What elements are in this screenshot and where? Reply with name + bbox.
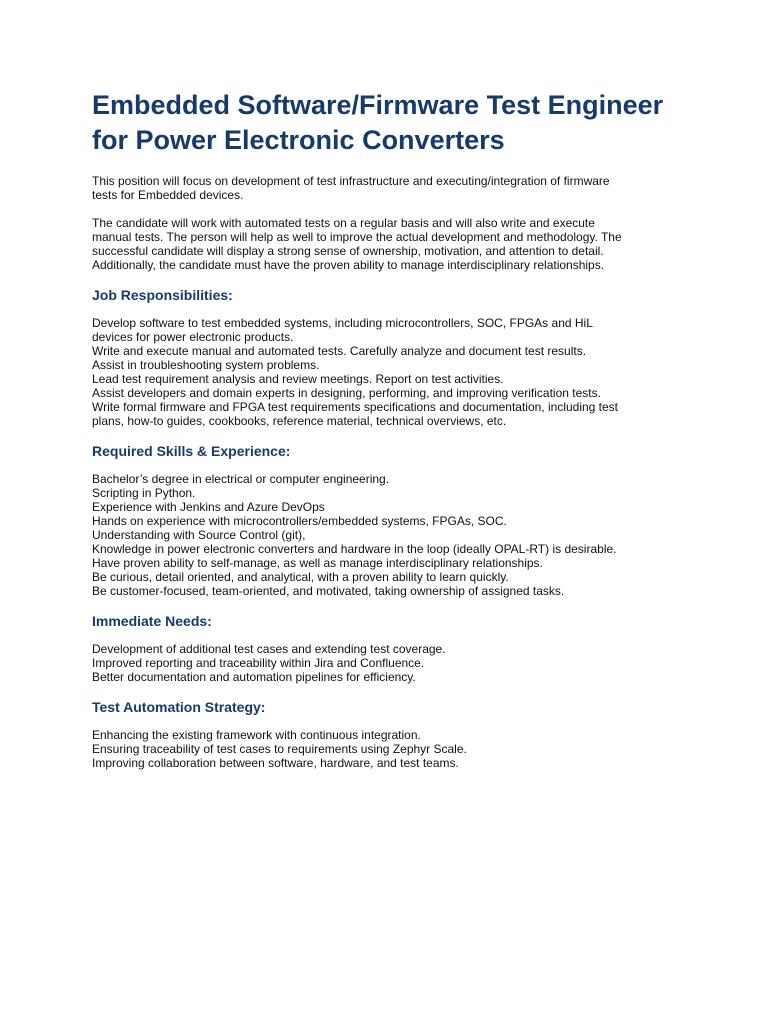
section-required-skills	[92, 442, 678, 598]
list-item: Write and execute manual and automated tests. Carefully analyze and document test results.	[92, 344, 587, 358]
list-item: Ensuring traceability of test cases to requirements using Zephyr Scale.	[92, 742, 467, 756]
section-lines	[92, 316, 678, 428]
list-item: Knowledge in power electronic converters and hardware in the loop (ideally OPAL-RT) is desirable.	[92, 542, 617, 556]
section-lines	[92, 472, 678, 598]
section-heading: Required Skills & Experience:	[92, 443, 291, 459]
list-item: Have proven ability to self-manage, as well as manage interdisciplinary relationships.	[92, 556, 543, 570]
list-item: Bachelor’s degree in electrical or computer engineering.	[92, 472, 390, 486]
section-job-responsibilities	[92, 286, 678, 428]
section-immediate-needs	[92, 612, 678, 684]
list-item: Improved reporting and traceability within Jira and Confluence.	[92, 656, 425, 670]
list-item: Scripting in Python.	[92, 486, 196, 500]
section-lines	[92, 728, 678, 770]
list-item: Assist developers and domain experts in designing, performing, and improving verification tests.	[92, 386, 601, 400]
list-item: Experience with Jenkins and Azure DevOps	[92, 500, 325, 514]
section-heading: Test Automation Strategy:	[92, 699, 266, 715]
list-item: Lead test requirement analysis and review meetings. Report on test activities.	[92, 372, 504, 386]
section-heading: Immediate Needs:	[92, 613, 212, 629]
section-lines	[92, 642, 678, 684]
list-item: Understanding with Source Control (git),	[92, 528, 306, 542]
list-item: Be curious, detail oriented, and analytical, with a proven ability to learn quickly.	[92, 570, 509, 584]
page-title: Embedded Software/Firmware Test Engineer for Power Electronic Converters	[92, 90, 664, 155]
list-item: Write formal firmware and FPGA test requirements specifications and documentation, including test plans, how-to guides, cookbooks, reference material, technical overviews, etc.	[92, 400, 619, 428]
list-item: Hands on experience with microcontrollers/embedded systems, FPGAs, SOC.	[92, 514, 507, 528]
list-item: Assist in troubleshooting system problems.	[92, 358, 320, 372]
section-test-automation-strategy	[92, 698, 678, 770]
list-item: Develop software to test embedded systems, including microcontrollers, SOC, FPGAs and HiL devices for power electronic products.	[92, 316, 593, 344]
section-heading: Job Responsibilities:	[92, 287, 233, 303]
list-item: Improving collaboration between software, hardware, and test teams.	[92, 756, 459, 770]
list-item: Development of additional test cases and extending test coverage.	[92, 642, 446, 656]
document-page	[92, 88, 678, 784]
list-item: Enhancing the existing framework with continuous integration.	[92, 728, 421, 742]
intro-paragraph: This position will focus on development of test infrastructure and executing/integration of firmware tests for Embedded devices.	[92, 174, 610, 202]
list-item: Better documentation and automation pipelines for efficiency.	[92, 670, 416, 684]
intro-paragraph: The candidate will work with automated tests on a regular basis and will also write and execute manual tests. The person will help as well to improve the actual development and methodology. The successful candidate will display a strong sense of ownership, motivation, and attention to detail. Additionally, the candidate must have the proven ability to manage interdisciplinary relationships.	[92, 216, 622, 272]
list-item: Be customer-focused, team-oriented, and motivated, taking ownership of assigned tasks.	[92, 584, 565, 598]
